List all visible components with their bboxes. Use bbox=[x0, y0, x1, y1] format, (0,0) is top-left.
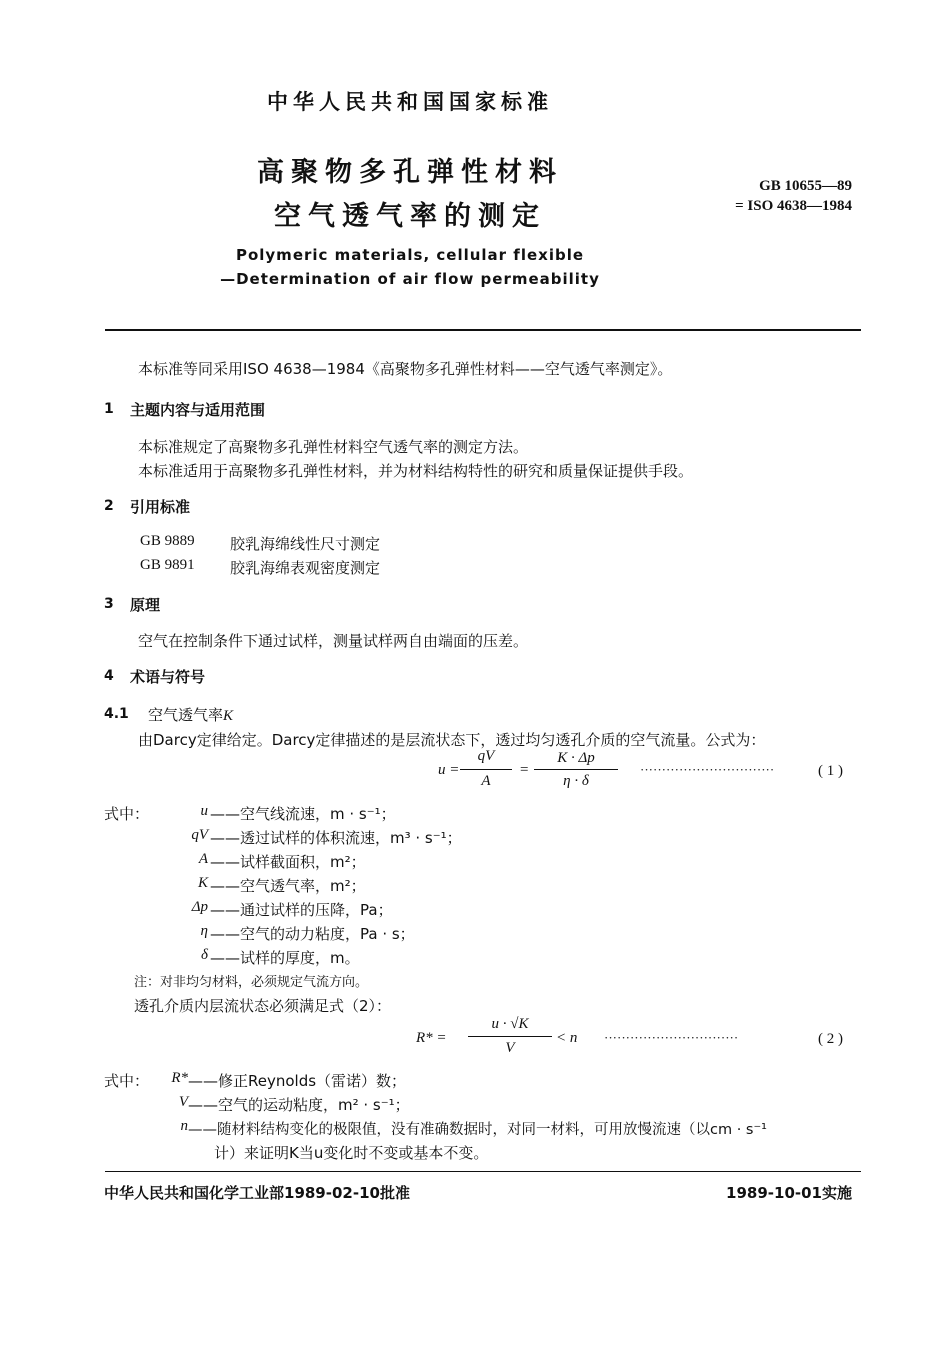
symbol-description: ——试样截面积，m²； bbox=[210, 853, 366, 871]
reference-code: GB 9889 bbox=[140, 533, 195, 549]
iso-equivalent: = ISO 4638—1984 bbox=[735, 198, 852, 214]
section-1-title: 主题内容与适用范围 bbox=[130, 401, 266, 419]
subsection-4-1-paragraph: 由Darcy定律给定。Darcy定律描述的是层流状态下，透过均匀透孔介质的空气流量。公式为： bbox=[138, 731, 766, 749]
equation-2-numerator: u · √K bbox=[491, 1016, 529, 1032]
laminar-condition-text: 透孔介质内层流状态必须满足式（2）： bbox=[134, 997, 392, 1015]
equation-1-lhs: u = bbox=[438, 762, 460, 778]
equation-1-leader: ······························· bbox=[640, 762, 775, 777]
symbol: δ bbox=[201, 947, 208, 963]
equation-2-lhs: R* = bbox=[416, 1030, 447, 1046]
subsection-4-1-title bbox=[148, 704, 233, 725]
subsection-4-1-number: 4.1 bbox=[104, 706, 129, 722]
symbol: Δp bbox=[191, 899, 208, 915]
equation-2-denominator: V bbox=[505, 1040, 515, 1056]
section-1-paragraph-1: 本标准规定了高聚物多孔弹性材料空气透气率的测定方法。 bbox=[138, 438, 529, 456]
symbol: qV bbox=[191, 827, 208, 843]
reference-name: 胶乳海绵表观密度测定 bbox=[230, 559, 381, 577]
subsection-4-1-symbol: K bbox=[223, 708, 234, 724]
equation-1-fraction-bar-1 bbox=[460, 769, 512, 770]
section-2-title: 引用标准 bbox=[130, 498, 191, 516]
where-label-1: 式中： bbox=[104, 805, 150, 823]
section-3-title: 原理 bbox=[130, 596, 161, 614]
country-standard-heading: 中华人民共和国国家标准 bbox=[267, 90, 553, 114]
equation-2-leader: ······························· bbox=[604, 1030, 739, 1045]
section-1-paragraph-2: 本标准适用于高聚物多孔弹性材料，并为材料结构特性的研究和质量保证提供手段。 bbox=[138, 462, 694, 480]
symbol-description: ——空气透气率，m²； bbox=[210, 877, 366, 895]
title-en-line1: Polymeric materials, cellular flexible bbox=[235, 246, 585, 264]
equation-1-denominator-2: η · δ bbox=[563, 773, 589, 789]
note: 注：对非均匀材料，必须规定气流方向。 bbox=[134, 975, 369, 990]
equation-1-fraction-bar-2 bbox=[534, 769, 618, 770]
equation-2-fraction-bar bbox=[468, 1036, 552, 1037]
equation-1-number: ( 1 ) bbox=[818, 763, 843, 779]
symbol-description: ——通过试样的压降，Pa； bbox=[210, 901, 393, 919]
symbol-description: ——空气的运动粘度，m² · s⁻¹； bbox=[188, 1096, 410, 1114]
title-en-line2: —Determination of air flow permeability bbox=[220, 270, 600, 288]
symbol-description: ——试样的厚度，m。 bbox=[210, 949, 360, 967]
section-3-number: 3 bbox=[104, 596, 114, 612]
intro-paragraph: 本标准等同采用ISO 4638—1984《高聚物多孔弹性材料——空气透气率测定》。 bbox=[138, 360, 673, 378]
symbol: K bbox=[197, 875, 208, 891]
reference-code: GB 9891 bbox=[140, 557, 195, 573]
symbol: R* bbox=[171, 1070, 188, 1086]
equation-1-numerator-1: qV bbox=[477, 748, 495, 764]
title-zh-line2: 空气透气率的测定 bbox=[274, 201, 546, 232]
symbol: η bbox=[200, 923, 208, 939]
symbol-description: ——随材料结构变化的极限值，没有准确数据时，对同一材料，可用放慢流速（以cm · s⁻¹ bbox=[188, 1122, 767, 1138]
where-label-2: 式中： bbox=[104, 1072, 150, 1090]
symbol: u bbox=[200, 803, 208, 819]
section-4-title: 术语与符号 bbox=[130, 668, 206, 686]
reference-name: 胶乳海绵线性尺寸测定 bbox=[230, 535, 381, 553]
section-4-number: 4 bbox=[104, 668, 114, 684]
equation-2-rhs: < n bbox=[556, 1030, 578, 1046]
footer-rule bbox=[105, 1171, 861, 1172]
subsection-4-1-title-text: 空气透气率 bbox=[148, 706, 224, 724]
equation-1-numerator-2: K · Δp bbox=[557, 750, 595, 766]
title-zh-line1: 高聚物多孔弹性材料 bbox=[257, 157, 563, 188]
equation-1-equals: = bbox=[520, 762, 529, 778]
section-3-paragraph: 空气在控制条件下通过试样，测量试样两自由端面的压差。 bbox=[138, 632, 529, 650]
equation-2-number: ( 2 ) bbox=[818, 1031, 843, 1047]
section-1-number: 1 bbox=[104, 401, 114, 417]
symbol: A bbox=[198, 851, 208, 867]
section-2-number: 2 bbox=[104, 498, 114, 514]
symbol-description-continued: 计）来证明K当u变化时不变或基本不变。 bbox=[214, 1144, 489, 1162]
symbol: n bbox=[180, 1118, 188, 1134]
symbol-description: ——空气线流速，m · s⁻¹； bbox=[210, 805, 396, 823]
approval-date: 中华人民共和国化学工业部1989-02-10批准 bbox=[104, 1184, 410, 1202]
symbol-description: ——修正Reynolds（雷诺）数； bbox=[188, 1072, 407, 1090]
symbol-description: ——空气的动力粘度，Pa · s； bbox=[210, 925, 415, 943]
header-rule bbox=[105, 329, 861, 331]
symbol: V bbox=[178, 1094, 188, 1110]
equation-1-denominator-1: A bbox=[481, 773, 491, 789]
effective-date: 1989-10-01实施 bbox=[726, 1184, 852, 1202]
standard-code: GB 10655—89 bbox=[759, 178, 852, 194]
symbol-description: ——透过试样的体积流速，m³ · s⁻¹； bbox=[210, 829, 462, 847]
